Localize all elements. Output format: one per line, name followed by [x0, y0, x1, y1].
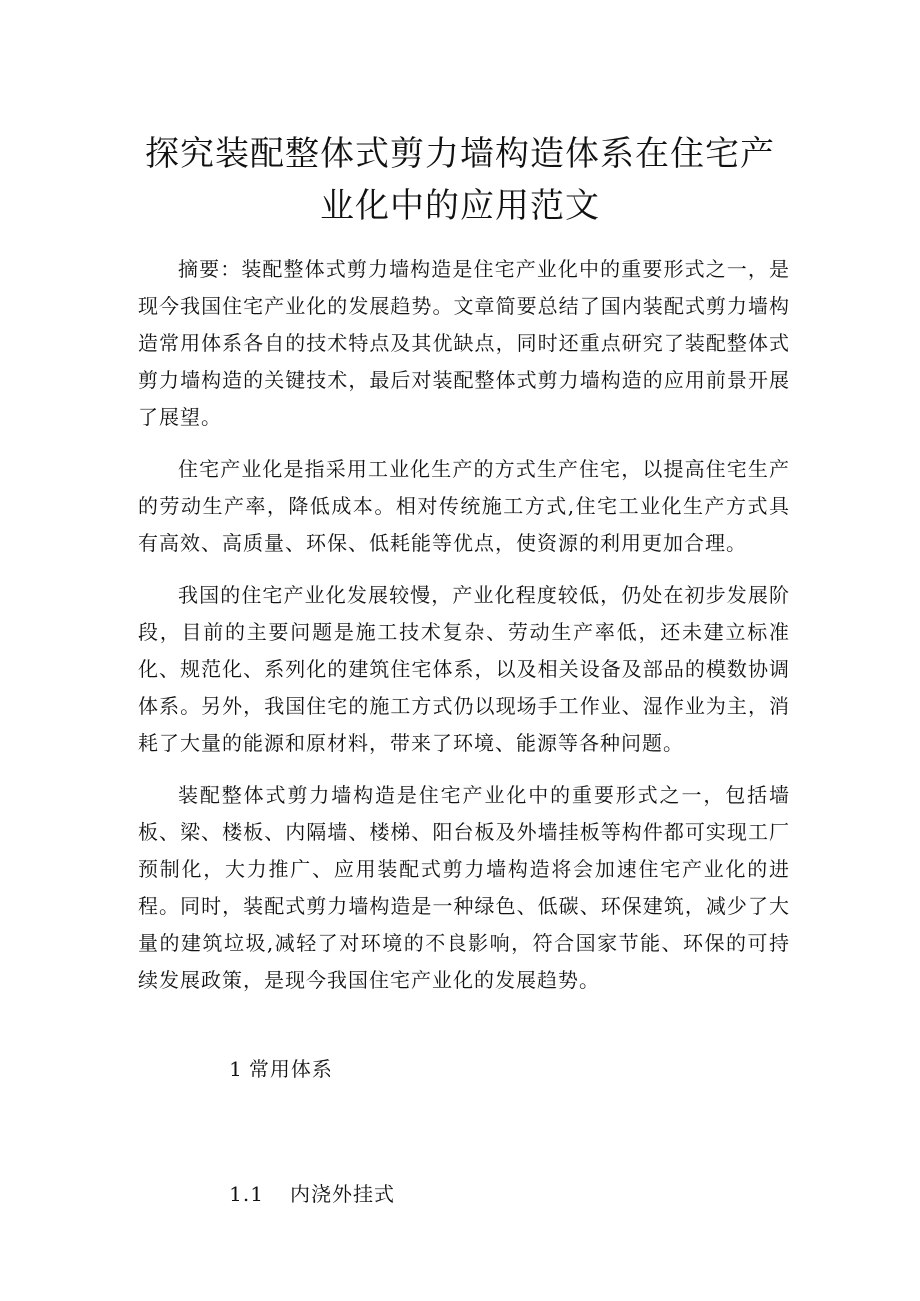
subsection-title: 内浇外挂式	[289, 1182, 395, 1206]
subsection-number: 1.1	[229, 1182, 264, 1206]
section-number: 1	[229, 1057, 243, 1081]
body-paragraph: 我国的住宅产业化发展较慢，产业化程度较低，仍处在初步发展阶段，目前的主要问题是施工技术复杂、劳动生产率低，还未建立标准化、规范化、系列化的建筑住宅体系，以及相关设备及部品的模数协调体系。另外，我国住宅的施工方式仍以现场手工作业、湿作业为主，消耗了大量的能源和原材料，带来了环境、能源等各种问题。	[138, 583, 790, 755]
document-title	[80, 128, 840, 232]
document-body	[138, 251, 790, 1264]
subsection-heading	[185, 1139, 790, 1250]
body-paragraph: 住宅产业化是指采用工业化生产的方式生产住宅，以提高住宅生产的劳动生产率，降低成本。相对传统施工方式,住宅工业化生产方式具有高效、高质量、环保、低耗能等优点，使资源的利用更加合理。	[138, 457, 790, 555]
document-title-line-1: 探究装配整体式剪力墙构造体系在住宅产	[145, 134, 775, 174]
section-title: 常用体系	[248, 1057, 333, 1081]
section-heading	[185, 1014, 790, 1125]
body-paragraph: 装配整体式剪力墙构造是住宅产业化中的重要形式之一，包括墙板、梁、楼板、内隔墙、楼梯、阳台板及外墙挂板等构件都可实现工厂预制化，大力推广、应用装配式剪力墙构造将会加速住宅产业化的进程。同时，装配式剪力墙构造是一种绿色、低碳、环保建筑，减少了大量的建筑垃圾,减轻了对环境的不良影响，符合国家节能、环保的可持续发展政策，是现今我国住宅产业化的发展趋势。	[138, 783, 790, 992]
abstract-paragraph: 摘要：装配整体式剪力墙构造是住宅产业化中的重要形式之一，是现今我国住宅产业化的发展趋势。文章简要总结了国内装配式剪力墙构造常用体系各自的技术特点及其优缺点，同时还重点研究了装配整体式剪力墙构造的关键技术，最后对装配整体式剪力墙构造的应用前景开展了展望。	[138, 257, 790, 429]
document-title-line-2: 业化中的应用范文	[320, 186, 600, 226]
